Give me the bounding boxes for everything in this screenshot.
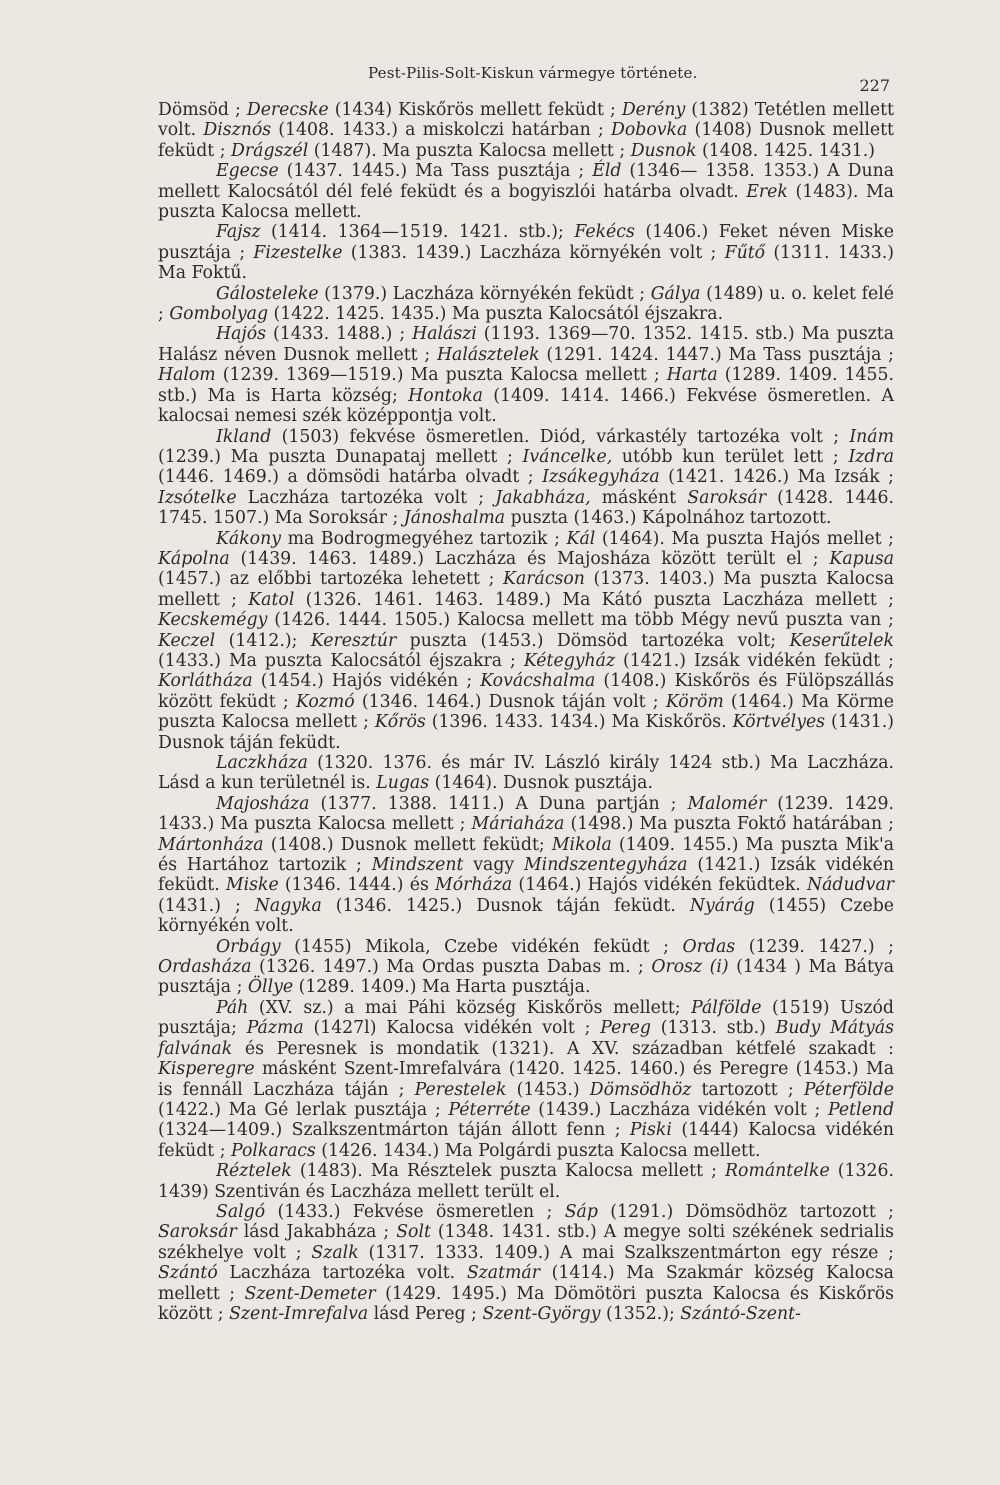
entry-text: (1346. 1425.) Dusnok táján feküdt. xyxy=(321,895,690,916)
place-name: Kapusa xyxy=(829,548,894,569)
place-name: Kovácshalma xyxy=(480,671,596,692)
entry-text: (1348. 1431. stb.) A megye solti székének sedrialis székhelye volt ; xyxy=(158,1222,895,1263)
entry-text: (1421.) Izsák vidékén feküdt. xyxy=(158,855,895,896)
place-name: Drágszél xyxy=(231,140,309,161)
entry-text: (1408. 1425. 1431.) xyxy=(696,140,875,161)
place-name: Mikola xyxy=(551,834,612,855)
place-name: Szántó xyxy=(158,1263,218,1284)
place-name: Sáp xyxy=(564,1201,598,1222)
place-name: Derecske xyxy=(246,100,329,120)
place-name: Derény xyxy=(621,100,686,120)
entry-text: (1457.) az előbbi tartozéka lehetett ; xyxy=(158,569,504,590)
entry-text: (1455) Mikola, Czebe vidékén feküdt ; xyxy=(280,936,683,957)
entry-text: (1396. 1433. 1434.) Ma Kiskőrös. xyxy=(425,712,733,733)
entry-text: (1324—1409.) Szalkszentmárton táján állott fenn ; xyxy=(158,1120,630,1141)
entry-text: (1421. 1426.) Ma Izsák ; xyxy=(659,467,894,488)
place-name: Piski xyxy=(629,1120,672,1141)
entry-text: (1289. 1409.) Ma Harta pusztája. xyxy=(293,977,591,998)
place-name: Hajós xyxy=(216,324,267,345)
entry-text: utóbb kun terület lett ; xyxy=(612,446,849,467)
place-name: Éld xyxy=(592,161,622,182)
place-name: Kákony xyxy=(216,528,281,549)
place-name: Máriaháza xyxy=(471,814,565,835)
place-name: Kőrös xyxy=(374,712,426,733)
entry-text: (1489) u. o. kelet felé ; xyxy=(158,283,894,325)
place-name: Öllye xyxy=(247,977,294,998)
entry-text: (1239. 1429. 1433.) Ma puszta Kalocsa mellett ; xyxy=(158,793,894,835)
entry-text: (1464.) Ma Körme puszta Kalocsa mellett ; xyxy=(158,691,894,733)
entry-text: puszta (1463.) Kápolnához tartozott. xyxy=(505,508,832,529)
entry-text: (1519) Uszód pusztája; xyxy=(158,997,894,1039)
place-name: Malomér xyxy=(687,793,767,814)
entry-paragraph xyxy=(158,753,894,794)
entry-text: Dömsöd ; xyxy=(158,100,247,120)
place-name: Harta xyxy=(666,365,718,386)
place-name: Salgó xyxy=(216,1201,266,1222)
place-name: Halásztelek xyxy=(436,344,540,365)
entry-text: (1434) Kiskőrös mellett feküdt ; xyxy=(328,100,622,120)
place-name: Szántó-Szent- xyxy=(680,1303,801,1324)
place-name: Mindszent xyxy=(371,855,464,876)
place-name: Szent-Demeter xyxy=(244,1283,376,1304)
entry-text: (1408) Dusnok mellett feküdt ; xyxy=(158,120,894,161)
entry-text: (1352.); xyxy=(600,1303,681,1324)
entry-text: (1317. 1333. 1409.) A mai Szalkszentmárton egy része ; xyxy=(358,1242,894,1263)
entry-text: másként xyxy=(590,487,688,508)
place-name: Szatmár xyxy=(466,1263,540,1284)
place-name: Péterréte xyxy=(448,1099,531,1120)
place-name: Majosháza xyxy=(216,793,310,814)
entry-text: (1431.) ; xyxy=(158,895,255,916)
entry-text: (1193. 1369—70. 1352. 1415. stb.) Ma puszta Halász néven Dusnok mellett ; xyxy=(158,324,894,365)
place-name: Solt xyxy=(396,1222,431,1243)
place-name: Kál xyxy=(566,528,596,549)
entry-text: (1373. 1403.) Ma puszta Kalocsa mellett ; xyxy=(158,569,894,610)
place-name: Mórháza xyxy=(435,875,513,896)
entry-text: (1437. 1445.) Ma Tass pusztája ; xyxy=(278,161,593,182)
place-name: Petlend xyxy=(828,1099,894,1120)
entry-text: (1311. 1433.) Ma Foktű. xyxy=(158,242,894,284)
entry-paragraph xyxy=(158,1161,894,1202)
place-name: Ordas xyxy=(682,936,736,957)
entry-text: lásd Jakabháza ; xyxy=(236,1222,397,1243)
entry-text: (1454.) Hajós vidékén ; xyxy=(252,671,481,692)
place-name: Nyárág xyxy=(689,895,755,916)
place-name: Nádudvar xyxy=(807,875,895,896)
place-name: Izsótelke xyxy=(158,487,237,508)
entry-text: (1408. 1433.) a miskolczi határban ; xyxy=(271,120,611,141)
entry-text: (1439. 1463. 1489.) Laczháza és Majosháza között terült el ; xyxy=(229,548,830,569)
entry-text: (1421.) Izsák vidékén feküdt ; xyxy=(615,650,894,671)
entry-text: (1422.) Ma Gé lerlak pusztája ; xyxy=(158,1099,449,1120)
entry-text: (1326. 1461. 1463. 1489.) Ma Kátó puszta Laczháza mellett ; xyxy=(294,589,894,610)
place-name: Kisperegre xyxy=(158,1059,255,1080)
entry-text: (1414. 1364—1519. 1421. stb.); xyxy=(260,222,575,243)
place-name: Lugas xyxy=(376,773,430,794)
entry-text: (1434 ) Ma Bátya pusztája ; xyxy=(158,957,894,998)
place-name: Izsákegyháza xyxy=(542,467,660,488)
entry-text: (1289. 1409. 1455. stb.) Ma is Harta község; xyxy=(158,365,894,406)
entry-paragraph xyxy=(158,284,894,325)
entry-text: (1433.) Fekvése ösmeretlen ; xyxy=(265,1201,565,1222)
place-name: Fűtő xyxy=(724,242,766,263)
entry-text: (1483). Ma puszta Kalocsa mellett. xyxy=(158,181,894,223)
place-name: Halászi xyxy=(412,324,477,345)
entry-text: (1487). Ma puszta Kalocsa mellett ; xyxy=(308,140,631,161)
entry-text: lásd Pereg ; xyxy=(368,1303,483,1324)
place-name: Pázma xyxy=(246,1018,304,1039)
entry-text: (1429. 1495.) Ma Dömötöri puszta Kalocsa és Kiskőrös között ; xyxy=(158,1283,895,1324)
entry-text: (1409. 1455.) Ma puszta Mik'a és Hartához tartozik ; xyxy=(158,834,894,876)
place-name: Gálosteleke xyxy=(216,283,319,304)
place-name: Kozmó xyxy=(295,691,355,712)
entry-text: (1444) Kalocsa vidékén feküdt ; xyxy=(158,1120,894,1161)
running-title: Pest-Pilis-Solt-Kiskun vármegye története. xyxy=(368,64,698,82)
entry-text: (1412.); xyxy=(215,630,311,651)
entry-text: (1313. stb.) xyxy=(650,1018,776,1039)
entry-text: (1453.) xyxy=(506,1079,590,1100)
entry-text: (1433. 1488.) ; xyxy=(266,324,413,345)
entry-text: (1428. 1446. 1745. 1507.) Ma Soroksár ; xyxy=(158,487,894,529)
place-name: Dusnok xyxy=(630,140,697,161)
place-name: Egecse xyxy=(216,161,279,182)
place-name: Perestelek xyxy=(414,1079,507,1100)
place-name: Kétegyház xyxy=(523,650,616,671)
entry-text: (1291. 1424. 1447.) Ma Tass pusztája ; xyxy=(539,344,894,365)
place-name: Laczkháza xyxy=(216,753,308,773)
place-name: Orosz (i) xyxy=(651,957,729,978)
entry-text: és Peresnek is mondatik (1321). A XV. században kétfelé szakadt : xyxy=(232,1038,894,1059)
place-name: Orbágy xyxy=(216,936,281,957)
place-name: Köröm xyxy=(665,691,724,712)
entry-text: (1379.) Laczháza környékén feküdt ; xyxy=(318,283,651,304)
entry-text: (1483). Ma Résztelek puszta Kalocsa mellett ; xyxy=(291,1161,726,1182)
entry-paragraph xyxy=(158,1202,894,1324)
entry-text: (1377. 1388. 1411.) A Duna partján ; xyxy=(309,793,688,814)
place-name: Réztelek xyxy=(216,1161,292,1182)
entry-paragraph xyxy=(158,794,894,937)
entry-paragraph xyxy=(158,427,894,529)
place-name: Pálfölde xyxy=(691,997,762,1018)
place-name: Halom xyxy=(158,365,216,386)
entry-text: (1433.) Ma puszta Kalocsától éjszakra ; xyxy=(158,650,524,671)
place-name: Péterfölde xyxy=(803,1079,894,1100)
page-number: 227 xyxy=(859,76,890,95)
entry-text: (1464). Dusnok pusztája. xyxy=(429,773,653,794)
place-name: Fekécs xyxy=(574,222,635,243)
entry-text: (1414.) Ma Szakmár község Kalocsa mellett ; xyxy=(158,1263,894,1304)
entry-text: (1239.) Ma puszta Dunapataj mellett ; xyxy=(158,446,523,467)
entry-paragraph xyxy=(158,324,894,426)
place-name: Dobovka xyxy=(611,120,688,141)
entry-text: (1426. 1434.) Ma Polgárdi puszta Kalocsa mellett. xyxy=(315,1140,761,1161)
place-name: Pereg xyxy=(600,1018,651,1039)
entry-text: Laczháza tartozéka volt. xyxy=(217,1263,467,1284)
place-name: Keserűtelek xyxy=(789,630,894,651)
entry-text: (1239. 1427.) ; xyxy=(735,936,894,957)
place-name: Budy Mátyás falvának xyxy=(158,1018,894,1059)
entry-text: (1326. 1439) Szentiván és Laczháza mellett terült el. xyxy=(158,1161,894,1202)
entry-text: (1326. 1497.) Ma Ordas puszta Dabas m. ; xyxy=(251,957,652,978)
entry-text: (1346. 1464.) Dusnok táján volt ; xyxy=(354,691,666,712)
entry-text: (1408.) Kiskőrös és Fülöpszállás között feküdt ; xyxy=(158,671,894,712)
place-name: Polkaracs xyxy=(231,1140,316,1161)
entry-text: (1422. 1425. 1435.) Ma puszta Kalocsától éjszakra. xyxy=(268,304,724,325)
place-name: Karácson xyxy=(503,569,585,590)
entry-text: (1498.) Ma puszta Foktő határában ; xyxy=(564,814,894,835)
place-name: Szent-György xyxy=(482,1303,601,1324)
entry-paragraph xyxy=(158,161,894,222)
entry-text: Laczháza tartozéka volt ; xyxy=(236,487,496,508)
entry-text: (1439.) Laczháza vidékén volt ; xyxy=(530,1099,829,1120)
entry-text: (1346— 1358. 1353.) A Duna mellett Kalocsától dél felé feküdt és a bogyiszlói határba olvadt. xyxy=(158,161,895,202)
entry-paragraph xyxy=(158,937,894,998)
entry-text: (1464.) Hajós vidékén feküdtek. xyxy=(512,875,807,896)
entry-text: (1382) Tetétlen mellett volt. xyxy=(158,100,894,141)
page-header xyxy=(0,64,1000,94)
place-name: Katol xyxy=(248,589,295,610)
place-name: Nagyka xyxy=(254,895,322,916)
entry-text: másként Szent-Imrefalvára (1420. 1425. 1460.) és Peregre (1453.) Ma is fennáll Laczháza táján ; xyxy=(158,1059,894,1100)
place-name: Romántelke xyxy=(725,1161,830,1182)
entry-paragraph xyxy=(158,529,894,753)
place-name: Kecskemégy xyxy=(158,610,268,631)
entry-text: puszta (1453.) Dömsöd tartozéka volt; xyxy=(396,630,790,651)
entry-text: (1406.) Feket néven Miske pusztája ; xyxy=(158,222,894,263)
place-name: Páh xyxy=(216,997,249,1018)
place-name: Gombolyag xyxy=(169,304,269,325)
entry-text: (1427l) Kalocsa vidékén volt ; xyxy=(303,1018,601,1039)
place-name: Hontoka xyxy=(408,385,483,406)
place-name: Keresztúr xyxy=(310,630,397,651)
entry-paragraph xyxy=(158,222,894,283)
place-name: Dömsödhöz xyxy=(589,1079,692,1100)
entry-text: ma Bodrogmegyéhez tartozik ; xyxy=(280,528,567,549)
place-name: Inám xyxy=(849,426,894,447)
place-name: Körtvélyes xyxy=(732,712,826,733)
place-name: Fizestelke xyxy=(253,242,343,263)
page-body-text xyxy=(158,100,894,1324)
entry-text: (1320. 1376. és már IV. László király 1424 stb.) Ma Laczháza. Lásd a kun területnél is. xyxy=(158,753,894,794)
entry-text: (1431.) Dusnok táján feküdt. xyxy=(158,712,894,753)
place-name: Jakabháza, xyxy=(495,487,591,508)
entry-paragraph xyxy=(158,998,894,1161)
entry-text: (1503) fekvése ösmeretlen. Diód, várkastély tartozéka volt ; xyxy=(271,426,850,447)
entry-text: vagy xyxy=(463,855,524,876)
place-name: Erek xyxy=(746,181,788,202)
entry-text: (1426. 1444. 1505.) Kalocsa mellett ma több Mégy nevű puszta van ; xyxy=(267,610,894,631)
place-name: Saroksár xyxy=(158,1222,237,1243)
entry-text: (XV. sz.) a mai Páhi község Kiskőrös mellett; xyxy=(248,997,692,1018)
entry-text: (1408.) Dusnok mellett feküdt; xyxy=(263,834,552,855)
place-name: Disznós xyxy=(203,120,272,141)
entry-text: (1409. 1414. 1466.) Fekvése ösmeretlen. A kalocsai nemesi szék középpontja volt. xyxy=(158,385,894,427)
entry-text: (1455) Czebe környékén volt. xyxy=(158,895,895,937)
place-name: Izdra xyxy=(848,446,894,467)
entry-text: (1346. 1444.) és xyxy=(278,875,436,896)
place-name: Iváncelke, xyxy=(522,446,613,467)
place-name: Szalk xyxy=(311,1242,359,1263)
place-name: Fajsz xyxy=(216,222,261,243)
place-name: Kápolna xyxy=(158,548,230,569)
entry-text: (1383. 1439.) Laczháza környékén volt ; xyxy=(342,242,725,263)
place-name: Korlátháza xyxy=(158,671,253,692)
entry-text: (1291.) Dömsödhöz tartozott ; xyxy=(597,1201,894,1222)
place-name: Keczel xyxy=(158,630,216,651)
place-name: Saroksár xyxy=(687,487,766,508)
place-name: Ikland xyxy=(216,426,272,447)
place-name: Ordasháza xyxy=(158,957,252,978)
place-name: Szent-Imrefalva xyxy=(229,1303,369,1324)
place-name: Mindszentegyháza xyxy=(523,855,688,876)
entry-text: (1464). Ma puszta Hajós mellet ; xyxy=(595,528,894,549)
place-name: Jánoshalma xyxy=(403,508,506,529)
entry-text: (1239. 1369—1519.) Ma puszta Kalocsa mellett ; xyxy=(215,365,667,386)
entry-text: tartozott ; xyxy=(691,1079,804,1100)
entry-text: (1446. 1469.) a dömsödi határba olvadt ; xyxy=(158,467,543,488)
entry-paragraph xyxy=(158,100,894,161)
place-name: Mártonháza xyxy=(158,834,264,855)
place-name: Gálya xyxy=(650,283,701,304)
place-name: Miske xyxy=(225,875,279,896)
